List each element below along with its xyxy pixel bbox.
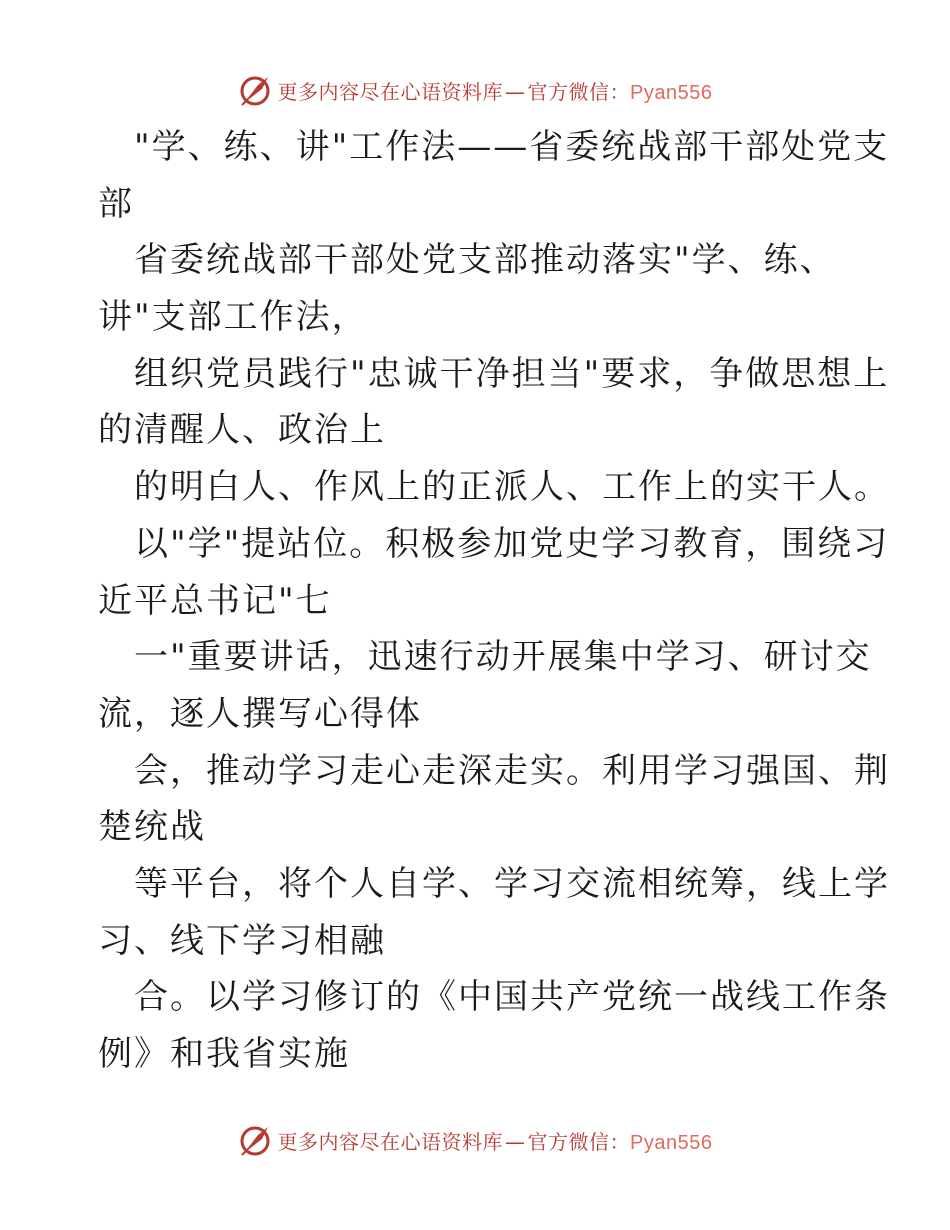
text-line: 的清醒人、政治上 [98, 410, 386, 451]
text-line: "学、练、讲"工作法——省委统战部干部处党支 [134, 127, 890, 167]
text-line: 近平总书记"七 [98, 580, 332, 621]
banner-separator: — [505, 79, 526, 104]
text-line: 的明白人、作风上的正派人、工作上的实干人。 [134, 467, 890, 508]
text-line: 省委统战部干部处党支部推动落实"学、练、 [134, 240, 836, 281]
text-line: 会，推动学习走心走深走实。利用学习强国、荆 [134, 750, 890, 791]
banner-wechat-id: Pyan556 [630, 81, 713, 104]
banner-site-text: 更多内容尽在心语资料库 [277, 1129, 504, 1154]
text-line: 流，逐人撰写心得体 [98, 693, 422, 734]
quill-logo-icon [238, 73, 272, 107]
quill-logo-icon [238, 1123, 272, 1157]
text-line: 等平台，将个人自学、学习交流相统筹，线上学 [134, 863, 890, 904]
banner-site-text: 更多内容尽在心语资料库 [277, 79, 504, 104]
text-line: 楚统战 [98, 807, 206, 848]
text-line: 组织党员践行"忠诚干净担当"要求，争做思想上 [134, 353, 890, 394]
banner-wechat-label: 官方微信： [527, 1129, 631, 1154]
text-line: 合。以学习修订的《中国共产党统一战线工作条 [134, 977, 890, 1018]
header-banner [0, 70, 950, 110]
text-line: 一"重要讲话，迅速行动开展集中学习、研讨交 [134, 637, 872, 678]
banner-wechat-id: Pyan556 [630, 1131, 713, 1154]
text-line: 部 [98, 183, 134, 224]
banner-wechat-label: 官方微信： [527, 79, 631, 104]
text-line: 以"学"提站位。积极参加党史学习教育，围绕习 [134, 523, 890, 564]
document-body [98, 119, 890, 1083]
footer-banner [0, 1120, 950, 1160]
text-line: 例》和我省实施 [98, 1034, 350, 1074]
text-line: 习、线下学习相融 [98, 920, 386, 961]
text-line: 讲"支部工作法， [98, 297, 368, 338]
banner-separator: — [505, 1129, 526, 1154]
